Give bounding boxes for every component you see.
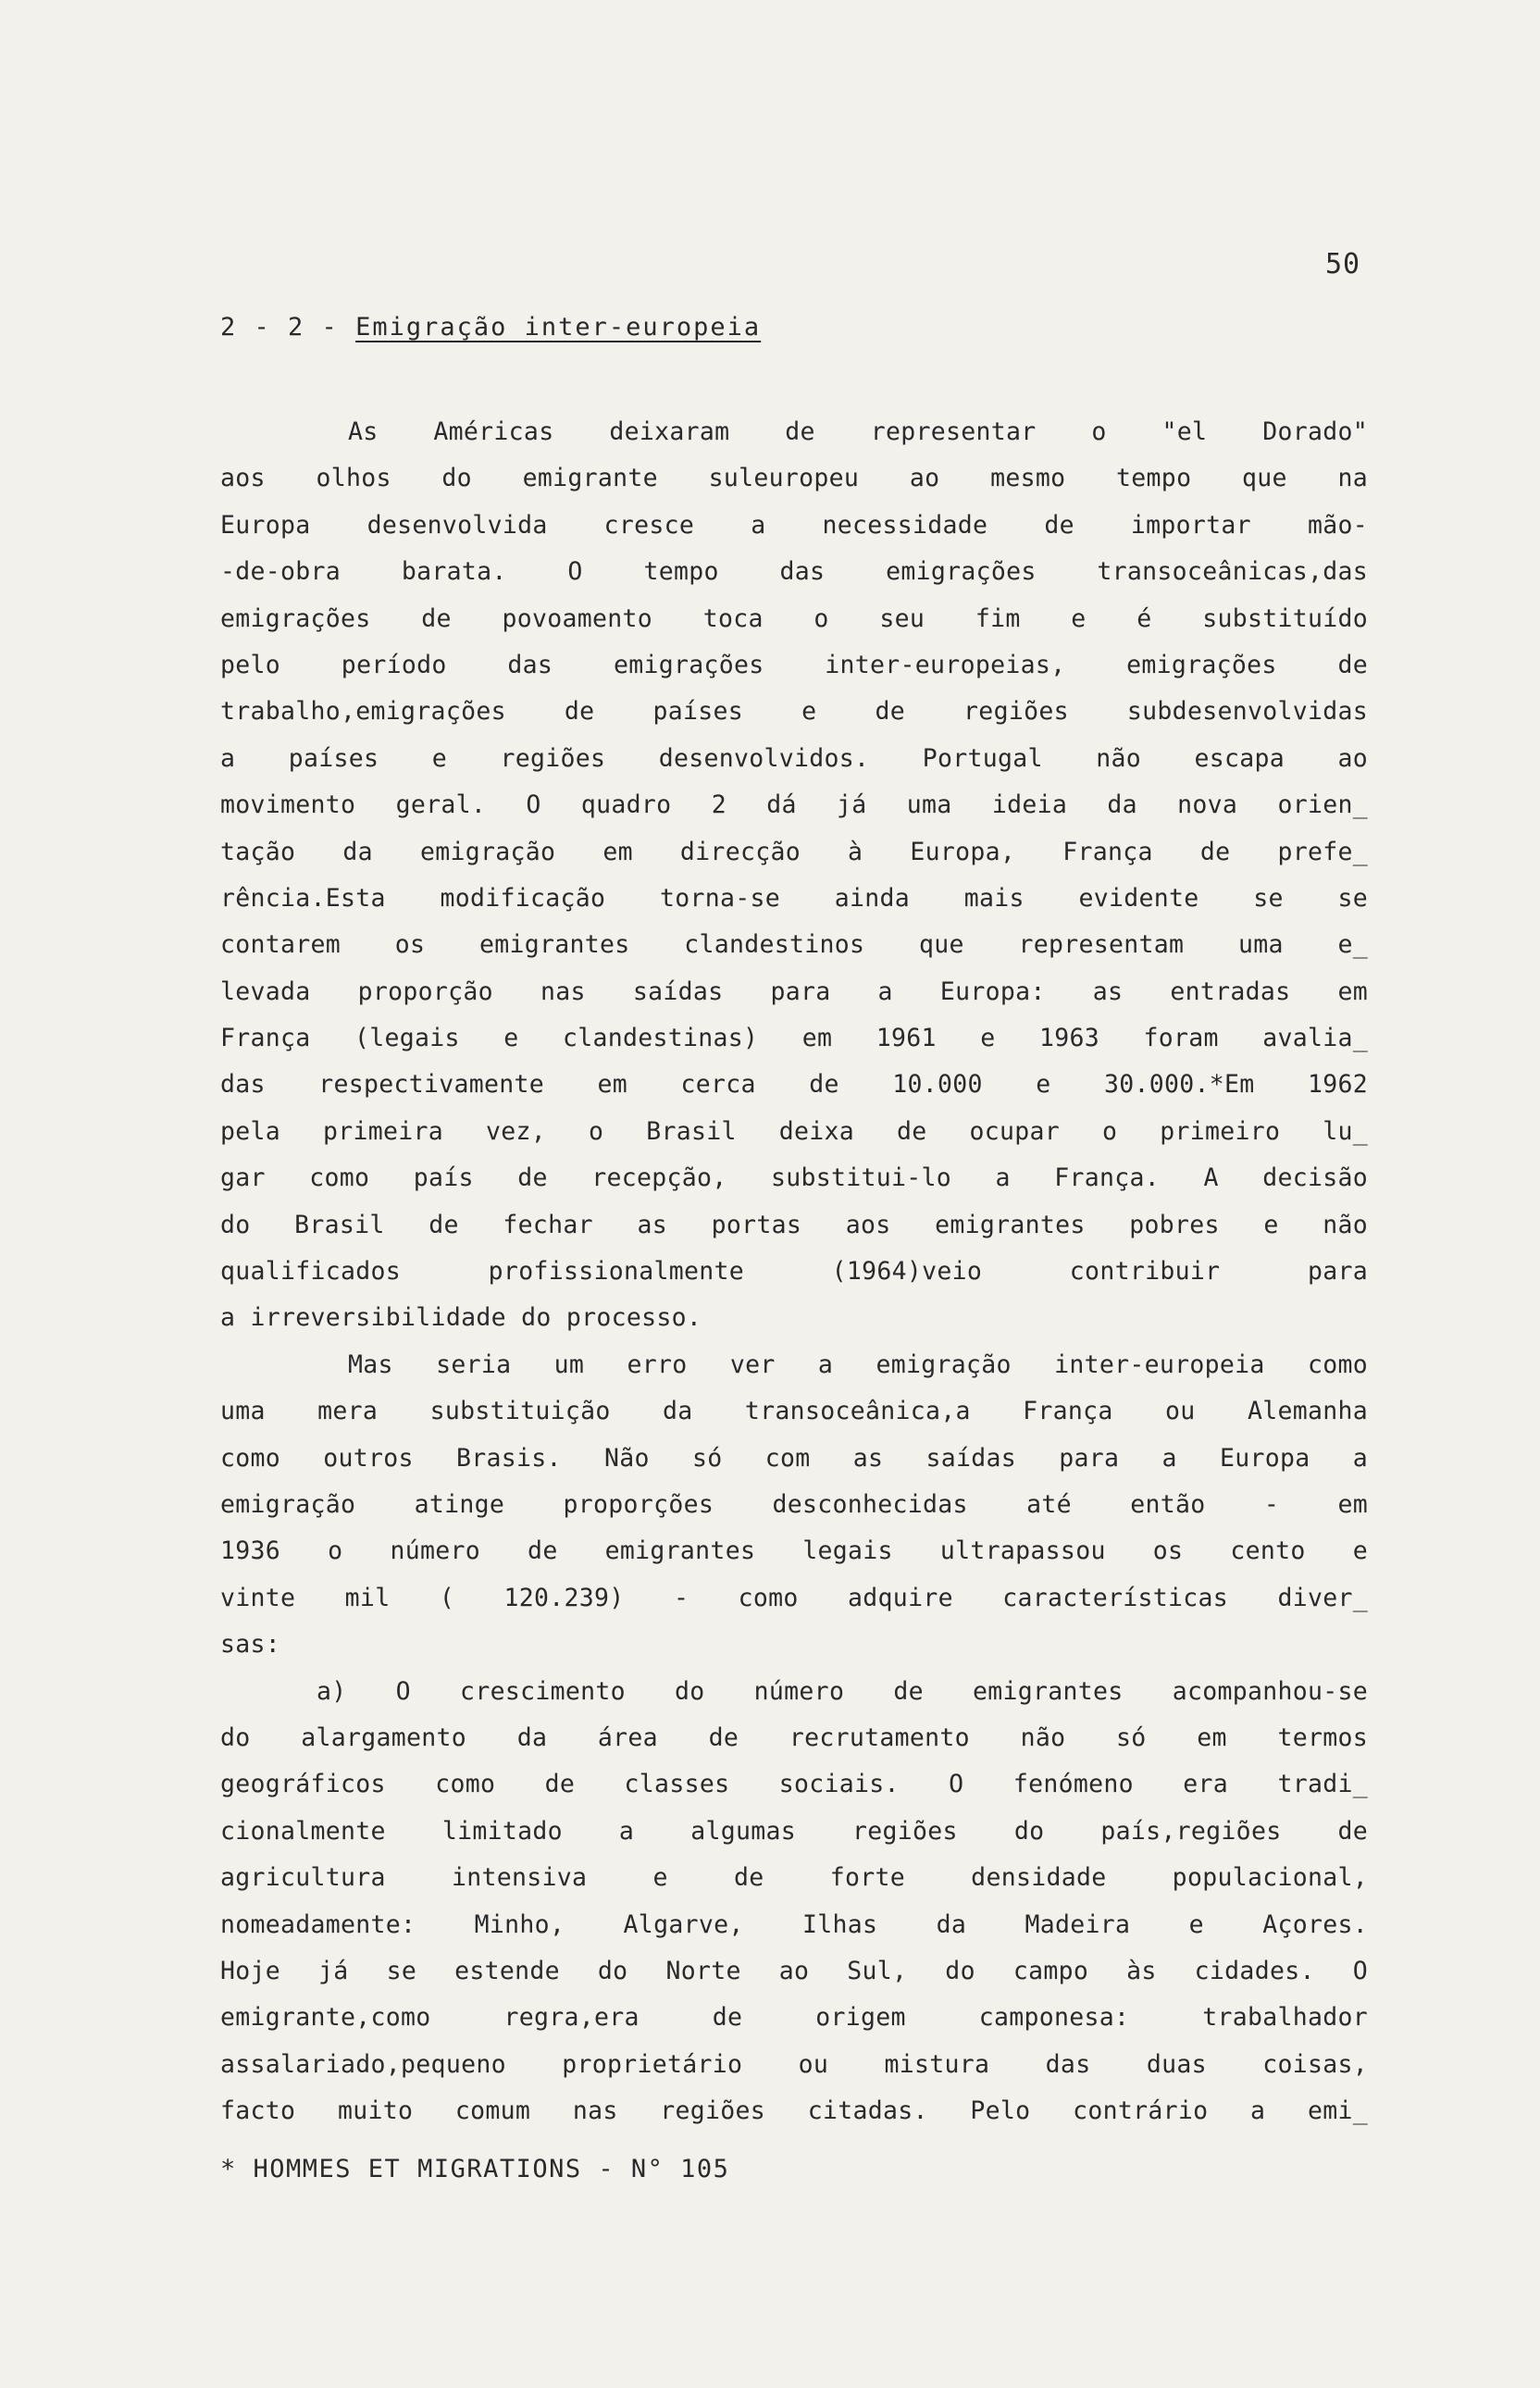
- text-line: emigração atinge proporções desconhecidas até então - em: [220, 1489, 1368, 1519]
- footnote: * HOMMES ET MIGRATIONS - N° 105: [220, 2155, 730, 2183]
- text-line: facto muito comum nas regiões citadas. Pelo contrário a emi_: [220, 2096, 1368, 2126]
- text-line: do alargamento da área de recrutamento não só em termos: [220, 1723, 1368, 1752]
- text-line: assalariado,pequeno proprietário ou mistura das duas coisas,: [220, 2049, 1368, 2079]
- text-line: tação da emigração em direcção à Europa, França de prefe_: [220, 837, 1368, 866]
- section-heading: [220, 313, 761, 342]
- text-line: uma mera substituição da transoceânica,a França ou Alemanha: [220, 1397, 1368, 1426]
- text-line: cionalmente limitado a algumas regiões do país,regiões de: [220, 1816, 1368, 1846]
- section-title: Emigração inter-europeia: [355, 313, 762, 342]
- page-number: 50: [1325, 248, 1361, 280]
- text-line: qualificados profissionalmente (1964)veio contribuir para: [220, 1257, 1368, 1287]
- text-line: rência.Esta modificação torna-se ainda mais evidente se se: [220, 883, 1368, 913]
- text-line: Europa desenvolvida cresce a necessidade de importar mão-: [220, 510, 1368, 540]
- text-line: como outros Brasis. Não só com as saídas para a Europa a: [220, 1443, 1368, 1473]
- text-line: -de-obra barata. O tempo das emigrações transoceânicas,das: [220, 557, 1368, 587]
- text-line: As Américas deixaram de representar o "el Dorado": [348, 417, 1368, 446]
- text-line: a irreversibilidade do processo.: [220, 1303, 702, 1333]
- text-line: vinte mil ( 120.239) - como adquire características diver_: [220, 1583, 1368, 1612]
- text-line: sas:: [220, 1630, 281, 1660]
- text-line: geográficos como de classes sociais. O fenómeno era tradi_: [220, 1770, 1368, 1799]
- text-line: a países e regiões desenvolvidos. Portugal não escapa ao: [220, 743, 1368, 773]
- text-line: levada proporção nas saídas para a Europa: as entradas em: [220, 976, 1368, 1006]
- text-line: emigrações de povoamento toca o seu fim e é substituído: [220, 603, 1368, 633]
- section-number: 2 - 2 -: [220, 313, 339, 342]
- text-line: nomeadamente: Minho, Algarve, Ilhas da Madeira e Açores.: [220, 1909, 1368, 1939]
- text-line: emigrante,como regra,era de origem camponesa: trabalhador: [220, 2003, 1368, 2033]
- text-line: trabalho,emigrações de países e de regiões subdesenvolvidas: [220, 697, 1368, 727]
- body-text: [220, 409, 1368, 2134]
- text-line: das respectivamente em cerca de 10.000 e 30.000.*Em 1962: [220, 1070, 1368, 1100]
- text-line: 1936 o número de emigrantes legais ultrapassou os cento e: [220, 1536, 1368, 1566]
- text-line: contarem os emigrantes clandestinos que representam uma e_: [220, 930, 1368, 960]
- text-line: do Brasil de fechar as portas aos emigrantes pobres e não: [220, 1210, 1368, 1239]
- text-line: Mas seria um erro ver a emigração inter-europeia como: [348, 1349, 1368, 1379]
- text-line: Hoje já se estende do Norte ao Sul, do campo às cidades. O: [220, 1956, 1368, 1985]
- text-line: aos olhos do emigrante suleuropeu ao mesmo tempo que na: [220, 464, 1368, 493]
- text-line: França (legais e clandestinas) em 1961 e 1963 foram avalia_: [220, 1024, 1368, 1053]
- text-line: pelo período das emigrações inter-europeias, emigrações de: [220, 650, 1368, 679]
- text-line: agricultura intensiva e de forte densidade populacional,: [220, 1863, 1368, 1893]
- text-line: movimento geral. O quadro 2 dá já uma ideia da nova orien_: [220, 790, 1368, 820]
- text-line: gar como país de recepção, substitui-lo a França. A decisão: [220, 1163, 1368, 1193]
- text-line: a) O crescimento do número de emigrantes acompanhou-se: [317, 1676, 1368, 1706]
- text-line: pela primeira vez, o Brasil deixa de ocupar o primeiro lu_: [220, 1116, 1368, 1146]
